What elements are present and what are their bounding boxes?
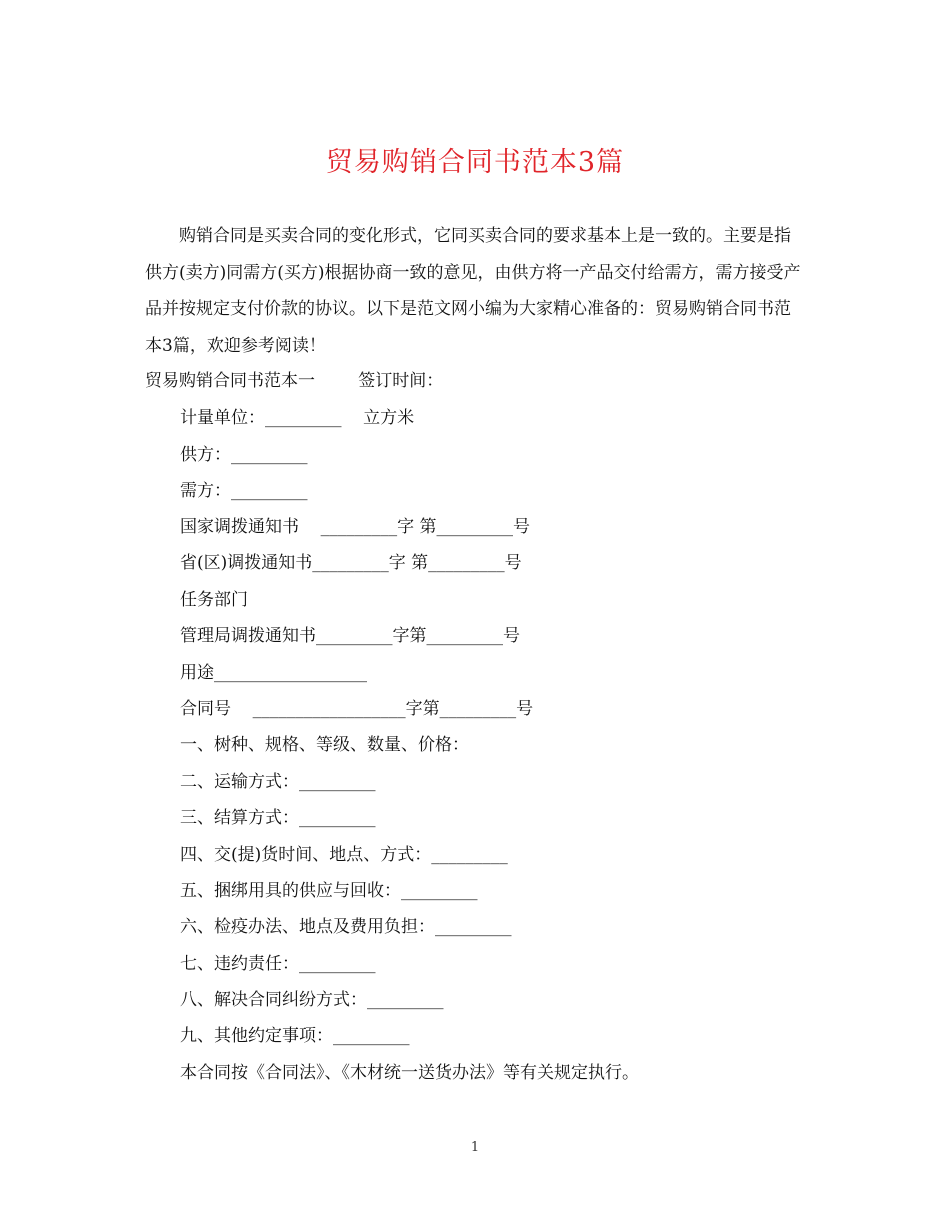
field-unit: 计量单位：_________ 立方米 xyxy=(180,408,415,428)
field-task-dept: 任务部门 xyxy=(180,590,248,610)
clause-7: 七、违约责任：_________ xyxy=(180,954,376,974)
field-national-notice: 国家调拨通知书 _________字 第_________号 xyxy=(180,517,531,537)
closing-statement: 本合同按《合同法》、《木材统一送货办法》等有关规定执行。 xyxy=(180,1063,639,1083)
clause-3: 三、结算方式：_________ xyxy=(180,808,376,828)
clause-2: 二、运输方式：_________ xyxy=(180,772,376,792)
field-buyer: 需方：_________ xyxy=(180,481,308,501)
clause-1: 一、树种、规格、等级、数量、价格： xyxy=(180,735,469,755)
field-supplier: 供方：_________ xyxy=(180,445,308,465)
field-usage: 用途__________________ xyxy=(180,663,367,683)
field-provincial-notice: 省(区)调拨通知书_________字 第_________号 xyxy=(180,553,522,573)
field-contract-no: 合同号 __________________字第_________号 xyxy=(180,699,534,719)
clause-9: 九、其他约定事项：_________ xyxy=(180,1026,410,1046)
clause-8: 八、解决合同纠纷方式：_________ xyxy=(180,990,444,1010)
page-number: 1 xyxy=(470,1140,480,1155)
field-bureau-notice: 管理局调拨通知书_________字第_________号 xyxy=(180,626,520,646)
clause-4: 四、交(提)货时间、地点、方式：_________ xyxy=(180,845,508,865)
clause-5: 五、捆绑用具的供应与回收：_________ xyxy=(180,881,478,901)
intro-paragraph: 购销合同是买卖合同的变化形式，它同买卖合同的要求基本上是一致的。主要是指供方(卖方)同需方(买方)根据协商一致的意见，由供方将一产品交付给需方，需方接受产品并按规定支付价款的协议。以下是范文网小编为大家精心准备的：贸易购销合同书范本3篇，欢迎参考阅读！ xyxy=(145,226,801,356)
clause-6: 六、检疫办法、地点及费用负担：_________ xyxy=(180,917,512,937)
contract-heading: 贸易购销合同书范本一 签订时间： xyxy=(145,371,444,391)
document-title: 贸易购销合同书范本3篇 xyxy=(325,147,625,178)
